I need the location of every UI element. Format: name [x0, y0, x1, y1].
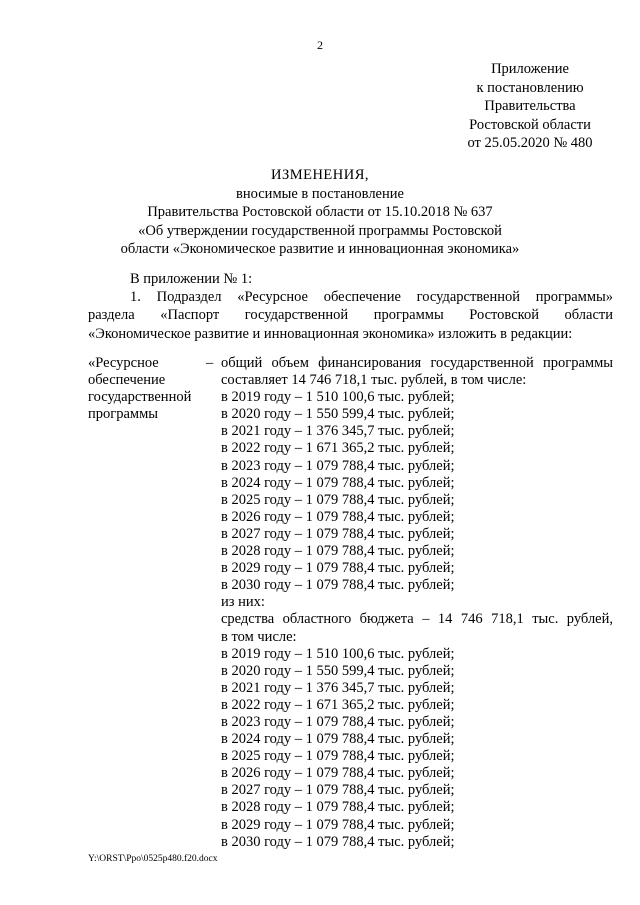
- resource-label-line: «Ресурсное: [88, 355, 159, 371]
- year-line-total: в 2020 году – 1 550 599,4 тыс. рублей;: [221, 406, 455, 423]
- regional-line: средства областного бюджета – 14 746 718,1 тыс. рублей,: [221, 611, 613, 628]
- appendix-line: к постановлению: [476, 79, 584, 96]
- year-line-total: в 2030 году – 1 079 788,4 тыс. рублей;: [221, 577, 455, 594]
- resource-label-line: государственной: [88, 389, 192, 406]
- resource-dash: –: [206, 355, 214, 371]
- year-line-regional: в 2029 году – 1 079 788,4 тыс. рублей;: [221, 816, 455, 833]
- year-line-total: в 2023 году – 1 079 788,4 тыс. рублей;: [221, 457, 455, 474]
- year-line-regional: в 2023 году – 1 079 788,4 тыс. рублей;: [221, 713, 455, 730]
- intro-paragraph-line: раздела «Паспорт государственной программы Ростовской области: [88, 307, 613, 324]
- appendix-block: [430, 60, 630, 153]
- year-line-total: в 2021 году – 1 376 345,7 тыс. рублей;: [221, 423, 455, 440]
- title-line: «Об утверждении государственной программы Ростовской: [138, 222, 502, 239]
- year-line-total: в 2027 году – 1 079 788,4 тыс. рублей;: [221, 525, 455, 542]
- title-line: вносимые в постановление: [236, 185, 404, 202]
- year-line-total: в 2029 году – 1 079 788,4 тыс. рублей;: [221, 560, 455, 577]
- title-line: Правительства Ростовской области от 15.10.2018 № 637: [147, 204, 493, 220]
- intro-line: В приложении № 1:: [130, 271, 253, 287]
- file-path-footer: Y:\ORST\Ppo\0525p480.f20.docx: [88, 854, 218, 864]
- resource-label-line: обеспечение: [88, 372, 166, 389]
- appendix-line: Правительства: [484, 98, 576, 115]
- year-line-regional: в 2026 году – 1 079 788,4 тыс. рублей;: [221, 765, 455, 782]
- appendix-line: от 25.05.2020 № 480: [467, 135, 593, 152]
- intro-paragraph-line: 1. Подраздел «Ресурсное обеспечение государственной программы»: [130, 289, 613, 306]
- total-line: составляет 14 746 718,1 тыс. рублей, в том числе:: [221, 372, 527, 389]
- year-line-regional: в 2021 году – 1 376 345,7 тыс. рублей;: [221, 679, 455, 696]
- year-line-regional: в 2030 году – 1 079 788,4 тыс. рублей;: [221, 833, 455, 850]
- appendix-line: Ростовской области: [469, 116, 591, 133]
- resource-label-line: программы: [88, 406, 158, 423]
- year-line-regional: в 2020 году – 1 550 599,4 тыс. рублей;: [221, 662, 455, 679]
- year-line-regional: в 2028 году – 1 079 788,4 тыс. рублей;: [221, 799, 455, 816]
- resource-content: [221, 355, 613, 851]
- year-line-total: в 2019 году – 1 510 100,6 тыс. рублей;: [221, 389, 455, 406]
- year-line-total: в 2022 году – 1 671 365,2 тыс. рублей;: [221, 440, 455, 457]
- appendix-line: Приложение: [491, 61, 569, 77]
- page-number: 2: [317, 38, 323, 52]
- year-line-regional: в 2022 году – 1 671 365,2 тыс. рублей;: [221, 696, 455, 713]
- year-line-regional: в 2024 году – 1 079 788,4 тыс. рублей;: [221, 731, 455, 748]
- year-line-regional: в 2027 году – 1 079 788,4 тыс. рублей;: [221, 782, 455, 799]
- year-line-regional: в 2025 году – 1 079 788,4 тыс. рублей;: [221, 748, 455, 765]
- of-them-line: из них:: [221, 594, 265, 611]
- year-line-total: в 2025 году – 1 079 788,4 тыс. рублей;: [221, 491, 455, 508]
- resource-label: [88, 355, 206, 423]
- intro-section: [88, 270, 613, 343]
- year-line-total: в 2028 году – 1 079 788,4 тыс. рублей;: [221, 543, 455, 560]
- title-line: области «Экономическое развитие и инновационная экономика»: [120, 241, 520, 257]
- intro-paragraph-line: «Экономическое развитие и инновационная экономика» изложить в редакции:: [88, 325, 573, 342]
- total-line: общий объем финансирования государственной программы: [221, 355, 613, 371]
- year-line-total: в 2024 году – 1 079 788,4 тыс. рублей;: [221, 474, 455, 491]
- title-heading: ИЗМЕНЕНИЯ,: [270, 167, 370, 183]
- year-line-regional: в 2019 году – 1 510 100,6 тыс. рублей;: [221, 645, 455, 662]
- document-title: [80, 166, 560, 259]
- regional-line: в том числе:: [221, 628, 297, 645]
- year-line-total: в 2026 году – 1 079 788,4 тыс. рублей;: [221, 508, 455, 525]
